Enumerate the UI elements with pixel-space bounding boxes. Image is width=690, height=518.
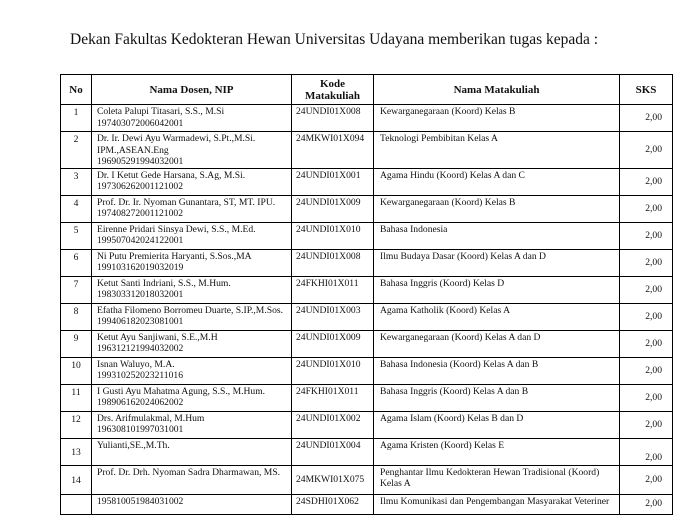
dosen-nip: 199406182023081001 [97, 316, 184, 327]
cell-kode: 24UNDI01X003 [292, 303, 374, 330]
cell-no: 12 [61, 411, 92, 438]
cell-matakuliah [374, 222, 620, 249]
cell-kode: 24UNDI01X008 [292, 105, 374, 132]
cell-matakuliah [374, 330, 620, 357]
cell-no: 3 [61, 168, 92, 195]
cell-sks: 2,00 [620, 330, 673, 357]
table-row [61, 276, 673, 303]
cell-kode: 24UNDI01X009 [292, 195, 374, 222]
cell-dosen [92, 303, 292, 330]
matakuliah-text: Agama Hindu (Koord) Kelas A dan C [380, 169, 525, 181]
header-kode-line2: Matakuliah [304, 89, 360, 102]
cell-no: 9 [61, 330, 92, 357]
matakuliah-text: Bahasa Inggris (Koord) Kelas A dan B [380, 385, 529, 397]
matakuliah-text: Bahasa Indonesia (Koord) Kelas A dan B [380, 358, 539, 370]
cell-kode: 24UNDI01X004 [292, 438, 374, 465]
cell-sks: 2,00 [620, 132, 673, 169]
dosen-name-line: Prof. Dr. Ir. Nyoman Gunantara, ST, MT. IPU. [97, 196, 276, 208]
dosen-nip: 199507042024122001 [97, 235, 184, 246]
table-row [61, 132, 673, 169]
dosen-name-line: Prof. Dr. Drh. Nyoman Sadra Dharmawan, MS. [97, 466, 281, 478]
dosen-name-line: Drs. Arifmulakmal, M.Hum [97, 412, 205, 424]
matakuliah-text: Kewarganegaraan (Koord) Kelas B [380, 196, 516, 208]
cell-matakuliah [374, 494, 620, 514]
header-kode [292, 75, 374, 105]
cell-matakuliah [374, 105, 620, 132]
dosen-name-line: Dr. I Ketut Gede Harsana, S.Ag, M.Si. [97, 169, 246, 181]
dosen-nip: 196308101997031001 [97, 424, 184, 435]
dosen-name-line: I Gusti Ayu Mahatma Agung, S.S., M.Hum. [97, 385, 266, 397]
dosen-nip: 199103162019032019 [97, 262, 184, 273]
cell-dosen [92, 195, 292, 222]
cell-sks: 2,00 [620, 465, 673, 494]
dosen-name-line: Ketut Santi Indriani, S.S., M.Hum. [97, 277, 231, 289]
cell-sks: 2,00 [620, 357, 673, 384]
cell-dosen [92, 494, 292, 514]
cell-no: 10 [61, 357, 92, 384]
table-row [61, 303, 673, 330]
dosen-nip: 195810051984031002 [97, 495, 184, 507]
dosen-name-line: Ni Putu Premierita Haryanti, S.Sos.,MA [97, 250, 252, 262]
cell-kode: 24UNDI01X008 [292, 249, 374, 276]
dosen-name-line: Ketut Ayu Sanjiwani, S.E.,M.H [97, 331, 218, 343]
matakuliah-text: Bahasa Indonesia [380, 223, 448, 235]
cell-matakuliah [374, 303, 620, 330]
cell-sks: 2,00 [620, 276, 673, 303]
dosen-name-line: Efatha Filomeno Borromeu Duarte, S.IP.,M.Sos. [97, 304, 283, 316]
dosen-name-line: IPM.,ASEAN.Eng [97, 144, 169, 156]
intro-text: Dekan Fakultas Kedokteran Hewan Universitas Udayana memberikan tugas kepada : [70, 31, 599, 48]
table-row [61, 465, 673, 494]
table-row [61, 411, 673, 438]
dosen-name-line: Dr. Ir. Dewi Ayu Warmadewi, S.Pt.,M.Si. [97, 133, 256, 144]
cell-sks: 2,00 [620, 494, 673, 514]
cell-no: 11 [61, 384, 92, 411]
cell-sks: 2,00 [620, 303, 673, 330]
header-kode-line1: Kode [319, 77, 346, 90]
matakuliah-text: Penghantar Ilmu Kedokteran Hewan Tradisional (Koord) Kelas A [380, 466, 600, 489]
cell-sks: 2,00 [620, 105, 673, 132]
dosen-name-line: Isnan Waluyo, M.A. [97, 358, 175, 370]
cell-kode: 24UNDI01X001 [292, 168, 374, 195]
cell-dosen [92, 249, 292, 276]
table-row [61, 249, 673, 276]
cell-matakuliah [374, 195, 620, 222]
cell-dosen [92, 276, 292, 303]
header-matakuliah: Nama Matakuliah [374, 75, 620, 105]
cell-sks: 2,00 [620, 195, 673, 222]
cell-sks: 2,00 [620, 222, 673, 249]
cell-no: 6 [61, 249, 92, 276]
table-row [61, 105, 673, 132]
matakuliah-text: Agama Islam (Koord) Kelas B dan D [380, 412, 524, 424]
cell-no [61, 494, 92, 514]
cell-sks: 2,00 [620, 168, 673, 195]
table-row [61, 494, 673, 514]
matakuliah-text: Ilmu Komunikasi dan Pengembangan Masyarakat Veteriner [380, 495, 610, 507]
cell-no: 13 [61, 438, 92, 465]
cell-kode: 24UNDI01X009 [292, 330, 374, 357]
cell-dosen [92, 438, 292, 465]
table-row [61, 168, 673, 195]
cell-dosen [92, 105, 292, 132]
cell-kode: 24FKHI01X011 [292, 276, 374, 303]
cell-no: 5 [61, 222, 92, 249]
cell-kode: 24UNDI01X002 [292, 411, 374, 438]
matakuliah-text: Teknologi Pembibitan Kelas A [380, 133, 498, 144]
cell-dosen [92, 222, 292, 249]
cell-no: 1 [61, 105, 92, 132]
lecturer-assignment-table [60, 74, 673, 515]
matakuliah-text: Kewarganegaraan (Koord) Kelas A dan D [380, 331, 541, 343]
cell-no: 14 [61, 465, 92, 494]
cell-matakuliah [374, 465, 620, 494]
table-header-row [61, 75, 673, 105]
matakuliah-text: Bahasa Inggris (Koord) Kelas D [380, 277, 505, 289]
cell-matakuliah [374, 276, 620, 303]
cell-dosen [92, 411, 292, 438]
cell-kode: 24MKWI01X094 [292, 132, 374, 169]
cell-kode: 24FKHI01X011 [292, 384, 374, 411]
cell-sks: 2,00 [620, 384, 673, 411]
cell-no: 2 [61, 132, 92, 169]
cell-kode: 24UNDI01X010 [292, 357, 374, 384]
cell-sks: 2,00 [620, 249, 673, 276]
dosen-nip: 197306262001121002 [97, 181, 183, 192]
cell-sks: 2,00 [620, 438, 673, 465]
dosen-name-line: Coleta Palupi Titasari, S.S., M.Si [97, 106, 225, 117]
table-row [61, 195, 673, 222]
table-row [61, 384, 673, 411]
cell-no: 8 [61, 303, 92, 330]
cell-dosen [92, 384, 292, 411]
dosen-nip: 198906162024062002 [97, 397, 184, 408]
cell-matakuliah [374, 384, 620, 411]
dosen-nip: 198303312018032001 [97, 289, 184, 300]
cell-matakuliah [374, 411, 620, 438]
cell-matakuliah [374, 168, 620, 195]
header-dosen: Nama Dosen, NIP [92, 75, 292, 105]
table-row [61, 438, 673, 465]
cell-kode: 24UNDI01X010 [292, 222, 374, 249]
matakuliah-text: Agama Katholik (Koord) Kelas A [380, 304, 511, 316]
dosen-nip: 197403072006042001 [97, 117, 184, 129]
cell-matakuliah [374, 357, 620, 384]
dosen-nip: 199310252023211016 [97, 370, 183, 381]
dosen-name-line: Yulianti,SE.,M.Th. [97, 439, 170, 451]
cell-no: 4 [61, 195, 92, 222]
table-body [61, 105, 673, 515]
cell-kode: 24SDHI01X062 [292, 494, 374, 514]
cell-no: 7 [61, 276, 92, 303]
table-row [61, 357, 673, 384]
cell-matakuliah [374, 249, 620, 276]
cell-dosen [92, 168, 292, 195]
matakuliah-text: Ilmu Budaya Dasar (Koord) Kelas A dan D [380, 250, 546, 262]
header-sks: SKS [620, 75, 673, 105]
cell-matakuliah [374, 132, 620, 169]
dosen-nip: 196905291994032001 [97, 156, 184, 167]
cell-kode: 24MKWI01X075 [292, 465, 374, 494]
cell-dosen [92, 357, 292, 384]
table-row [61, 330, 673, 357]
dosen-nip: 197408272001121002 [97, 208, 183, 219]
header-no: No [61, 75, 92, 105]
cell-matakuliah [374, 438, 620, 465]
matakuliah-text: Kewarganegaraan (Koord) Kelas B [380, 106, 516, 117]
table-row [61, 222, 673, 249]
cell-sks: 2,00 [620, 411, 673, 438]
cell-dosen [92, 132, 292, 169]
cell-dosen [92, 465, 292, 494]
dosen-nip: 196312121994032002 [97, 343, 184, 354]
cell-dosen [92, 330, 292, 357]
matakuliah-text: Agama Kristen (Koord) Kelas E [380, 439, 505, 451]
dosen-name-line: Eirenne Pridari Sinsya Dewi, S.S., M.Ed. [97, 223, 256, 235]
